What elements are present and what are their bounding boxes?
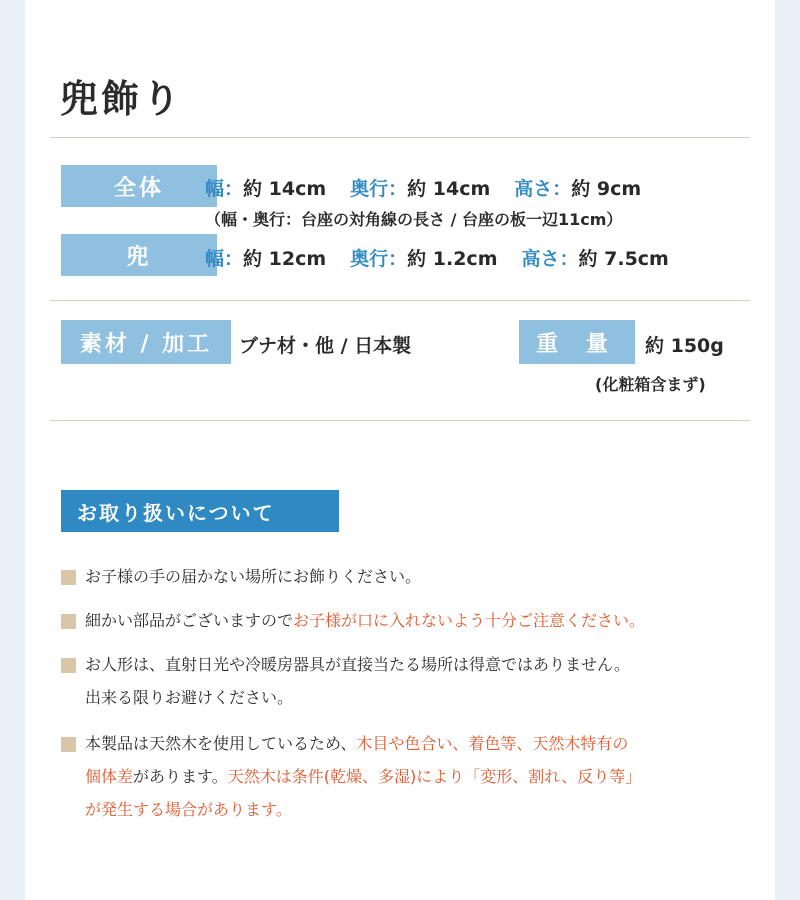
height-value: 約 7.5cm — [578, 248, 669, 270]
square-bullet-icon — [61, 737, 76, 752]
square-bullet-icon — [61, 570, 76, 585]
width-label: 幅： — [205, 248, 244, 270]
item-text: 本製品は天然木を使用しているため、 — [85, 734, 357, 753]
width-label: 幅： — [205, 178, 244, 200]
item-text: があります。 — [133, 767, 228, 786]
warning-text: お子様が口に入れないよう十分ご注意ください。 — [293, 611, 646, 630]
warning-text: 天然木は条件(乾燥、多湿)により「変形、割れ、反り等」 — [227, 767, 642, 786]
item-text: 出来る限りお避けください。 — [85, 688, 294, 707]
height-label: 高さ： — [521, 248, 579, 270]
divider — [50, 420, 750, 421]
warning-text: が発生する場合があります。 — [85, 800, 292, 819]
material-tag: 素材 / 加工 — [61, 320, 231, 364]
weight-tag: 重 量 — [519, 320, 635, 364]
whole-dimensions — [205, 174, 641, 201]
depth-value: 約 1.2cm — [407, 248, 498, 270]
divider — [50, 137, 750, 138]
page-title: 兜飾り — [60, 77, 184, 121]
handling-heading: お取り扱いについて — [61, 490, 339, 532]
weight-note: (化粧箱含まず) — [595, 375, 706, 394]
material-value: ブナ材・他 / 日本製 — [239, 335, 412, 357]
depth-label: 奥行： — [350, 178, 408, 200]
width-value: 約 12cm — [243, 248, 327, 270]
width-value: 約 14cm — [243, 178, 327, 200]
list-item — [61, 727, 751, 826]
warning-text: 木目や色合い、着色等、天然木特有の — [356, 734, 629, 753]
warning-text: 個体差 — [85, 767, 134, 786]
depth-label: 奥行： — [350, 248, 408, 270]
whole-tag: 全体 — [61, 165, 217, 207]
list-item — [61, 560, 751, 593]
list-item — [61, 648, 751, 714]
kabuto-dimensions — [205, 244, 669, 271]
spec-sheet — [25, 0, 775, 900]
square-bullet-icon — [61, 658, 76, 673]
height-label: 高さ： — [514, 178, 572, 200]
depth-value: 約 14cm — [407, 178, 491, 200]
item-text: 細かい部品がございますので — [85, 611, 294, 630]
divider — [50, 300, 750, 301]
item-text: お人形は、直射日光や冷暖房器具が直接当たる場所は得意ではありません。 — [85, 655, 630, 674]
height-value: 約 9cm — [571, 178, 642, 200]
weight-value: 約 150g — [645, 335, 724, 357]
list-item — [61, 604, 751, 637]
kabuto-tag: 兜 — [61, 234, 217, 276]
item-text: お子様の手の届かない場所にお飾りください。 — [85, 567, 422, 586]
square-bullet-icon — [61, 614, 76, 629]
whole-note: （幅・奥行：台座の対角線の長さ / 台座の板一辺11cm） — [205, 210, 623, 229]
